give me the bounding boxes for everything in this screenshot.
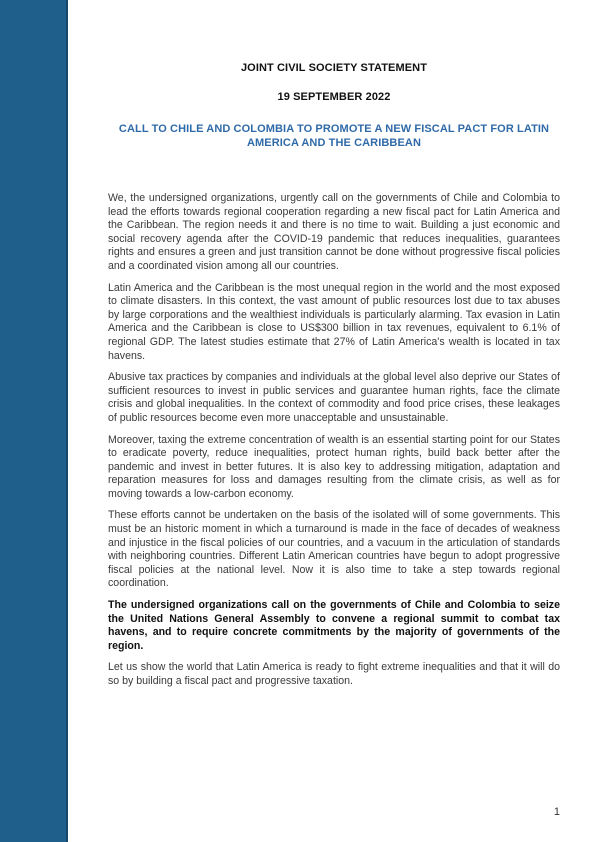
statement-call-heading: CALL TO CHILE AND COLOMBIA TO PROMOTE A NEW FISCAL PACT FOR LATIN AMERICA AND THE CARIBBEAN [118,123,550,149]
statement-body [108,192,560,689]
paragraph-regional-coordination: These efforts cannot be undertaken on the basis of the isolated will of some governments. This must be an historic moment in which a turnaround is made in the face of decades of weakness and injustice in the fiscal policies of our countries, and a vacuum in the articulation of standards with neighboring countries. Different Latin American countries have begun to adopt progressive fiscal policies at the national level. Now it is also time to take a step towards regional coordination. [108,509,560,590]
statement-date: 19 SEPTEMBER 2022 [277,91,391,103]
paragraph-call-to-action: The undersigned organizations call on the governments of Chile and Colombia to seize the United Nations General Assembly to convene a regional summit to combat tax havens, and to require concrete commitments by the majority of governments of the region. [108,599,560,652]
statement-title: JOINT CIVIL SOCIETY STATEMENT [240,62,428,74]
paragraph-closing: Let us show the world that Latin America is ready to fight extreme inequalities and that it will do so by building a fiscal pact and progressive taxation. [108,661,560,687]
page-number: 1 [553,806,560,818]
paragraph-abusive-tax: Abusive tax practices by companies and individuals at the global level also deprive our States of sufficient resources to invest in public services and guarantee human rights, face the climate crisis and global inequalities. In the context of commodity and food price crises, these leakages of public resources become even more unacceptable and unsustainable. [108,371,560,424]
paragraph-intro: We, the undersigned organizations, urgently call on the governments of Chile and Colombia to lead the efforts towards regional cooperation regarding a new fiscal pact for Latin America and the Caribbean. The region needs it and there is no time to wait. Building a just economic and social recovery agenda after the COVID-19 pandemic that reduces inequalities, guarantees rights and ensures a green and just transition cannot be done without progressive fiscal policies and a coordinated vision among all our countries. [108,192,560,272]
paragraph-inequality: Latin America and the Caribbean is the most unequal region in the world and the most exposed to climate disasters. In this context, the vast amount of public resources lost due to tax abuses by large corporations and the wealthiest individuals is particularly alarming. Tax evasion in Latin America and the Caribbean is close to US$300 billion in tax revenues, equivalent to 6.1% of regional GDP. The latest studies estimate that 27% of Latin America's wealth is located in tax havens. [108,281,560,362]
left-sidebar-band [0,0,68,842]
paragraph-taxing-wealth: Moreover, taxing the extreme concentration of wealth is an essential starting point for our States to eradicate poverty, reduce inequalities, protect human rights, build back better after the pandemic and invest in better futures. It is also key to addressing mitigation, adaptation and reparation measures for loss and damages resulting from the climate crisis, as well as for moving towards a low-carbon economy. [108,433,560,500]
document-content [108,62,560,697]
